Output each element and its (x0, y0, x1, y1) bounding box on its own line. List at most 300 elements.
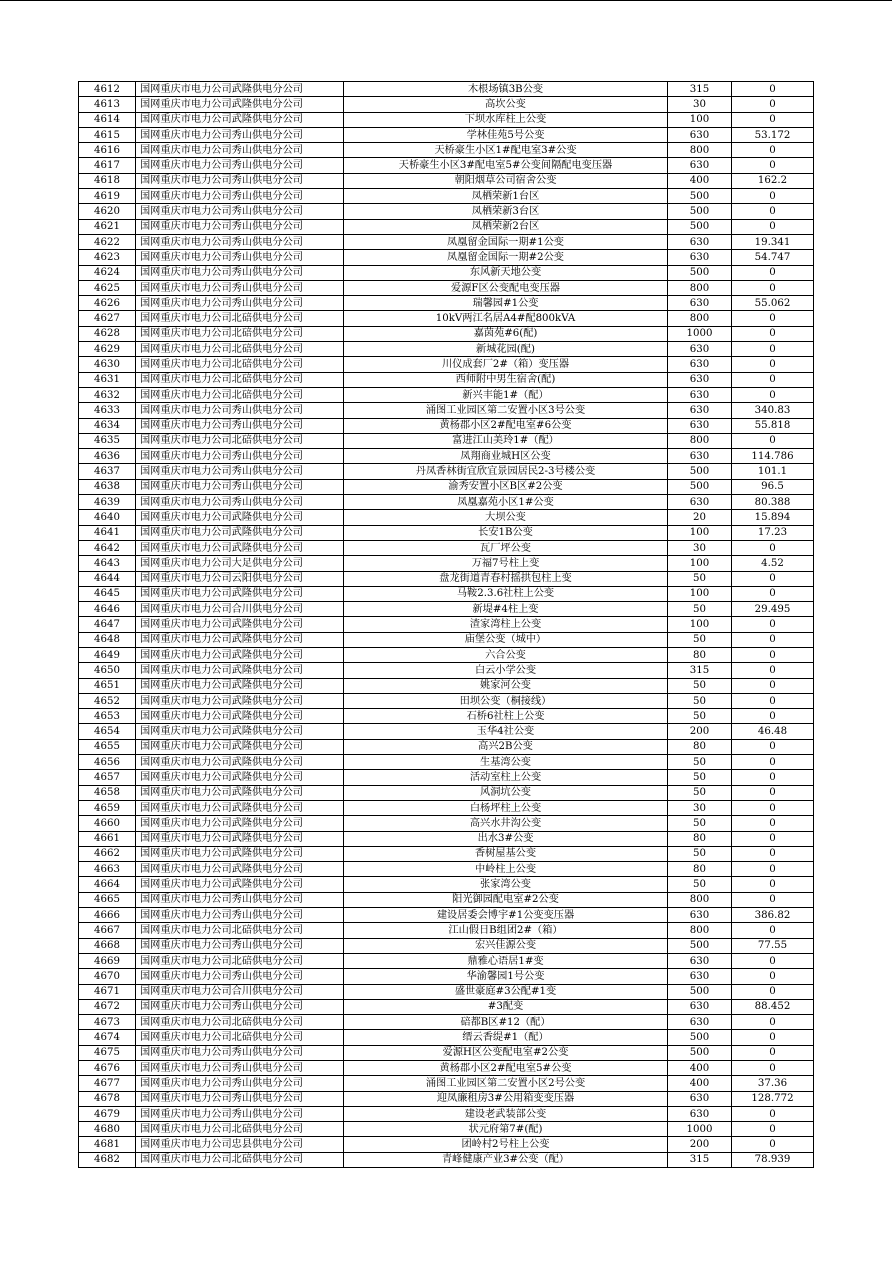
company-cell: 国网重庆市电力公司武隆供电分公司 (136, 663, 344, 678)
capacity-cell: 50 (668, 877, 732, 892)
capacity-cell: 630 (668, 449, 732, 464)
capacity-cell: 1000 (668, 326, 732, 341)
company-cell: 国网重庆市电力公司武隆供电分公司 (136, 97, 344, 112)
capacity-cell: 800 (668, 923, 732, 938)
transformer-name-cell: 凤翔商业城H区公变 (344, 449, 668, 464)
transformer-name-cell: 石桥6社柱上公变 (344, 709, 668, 724)
transformer-name-cell: 高兴水井沟公变 (344, 816, 668, 831)
transformer-name-cell: 盘龙街道青春村摇拱包柱上变 (344, 571, 668, 586)
company-cell: 国网重庆市电力公司秀山供电分公司 (136, 938, 344, 953)
table-row (79, 158, 814, 173)
table-row (79, 219, 814, 234)
transformer-name-cell: 爱源H区公变配电室#2公变 (344, 1045, 668, 1060)
table-row (79, 189, 814, 204)
value-cell: 0 (732, 632, 814, 647)
table-row (79, 342, 814, 357)
table-row (79, 479, 814, 494)
row-index-cell: 4615 (79, 127, 136, 142)
table-row (79, 510, 814, 525)
row-index-cell: 4639 (79, 495, 136, 510)
row-index-cell: 4617 (79, 158, 136, 173)
transformer-name-cell: 学林佳苑5号公变 (344, 127, 668, 142)
capacity-cell: 500 (668, 984, 732, 999)
page-top-border (0, 0, 892, 1)
transformer-name-cell: 新堤#4柱上变 (344, 602, 668, 617)
row-index-cell: 4626 (79, 296, 136, 311)
company-cell: 国网重庆市电力公司合川供电分公司 (136, 602, 344, 617)
transformer-name-cell: 华渝馨园1号公变 (344, 969, 668, 984)
capacity-cell: 100 (668, 112, 732, 127)
transformer-name-cell: 盛世豪庭#3公配#1变 (344, 984, 668, 999)
company-cell: 国网重庆市电力公司北碚供电分公司 (136, 372, 344, 387)
transformer-name-cell: 新城花园(配) (344, 342, 668, 357)
row-index-cell: 4634 (79, 418, 136, 433)
value-cell: 0 (732, 739, 814, 754)
table-row (79, 449, 814, 464)
company-cell: 国网重庆市电力公司秀山供电分公司 (136, 999, 344, 1014)
value-cell: 77.55 (732, 938, 814, 953)
table-row (79, 877, 814, 892)
company-cell: 国网重庆市电力公司武隆供电分公司 (136, 770, 344, 785)
capacity-cell: 50 (668, 571, 732, 586)
capacity-cell: 20 (668, 510, 732, 525)
value-cell: 0 (732, 143, 814, 158)
table-row (79, 770, 814, 785)
row-index-cell: 4629 (79, 342, 136, 357)
value-cell: 88.452 (732, 999, 814, 1014)
transformer-name-cell: 玉华4社公变 (344, 724, 668, 739)
value-cell: 0 (732, 709, 814, 724)
transformer-name-cell: 黄杨郡小区2#配电室#6公变 (344, 418, 668, 433)
transformer-name-cell: 宏兴佳源公变 (344, 938, 668, 953)
transformer-name-cell: 川仪成套厂2#（箱）变压器 (344, 357, 668, 372)
transformer-name-cell: 渝秀安置小区B区#2公变 (344, 479, 668, 494)
row-index-cell: 4657 (79, 770, 136, 785)
transformer-name-cell: 凤栖荣新3台区 (344, 204, 668, 219)
transformer-name-cell: 生基湾公变 (344, 755, 668, 770)
company-cell: 国网重庆市电力公司武隆供电分公司 (136, 647, 344, 662)
transformer-name-cell: 田坝公变（桐接线） (344, 693, 668, 708)
company-cell: 国网重庆市电力公司秀山供电分公司 (136, 403, 344, 418)
table-row (79, 908, 814, 923)
capacity-cell: 630 (668, 495, 732, 510)
transformer-name-cell: 香树屋基公变 (344, 846, 668, 861)
capacity-cell: 100 (668, 556, 732, 571)
capacity-cell: 500 (668, 189, 732, 204)
value-cell: 0 (732, 969, 814, 984)
table-row (79, 234, 814, 249)
table-row (79, 969, 814, 984)
capacity-cell: 315 (668, 82, 732, 97)
value-cell: 0 (732, 693, 814, 708)
company-cell: 国网重庆市电力公司合川供电分公司 (136, 984, 344, 999)
capacity-cell: 100 (668, 617, 732, 632)
value-cell: 55.062 (732, 296, 814, 311)
table-row (79, 1061, 814, 1076)
company-cell: 国网重庆市电力公司北碚供电分公司 (136, 357, 344, 372)
row-index-cell: 4675 (79, 1045, 136, 1060)
company-cell: 国网重庆市电力公司秀山供电分公司 (136, 219, 344, 234)
capacity-cell: 50 (668, 693, 732, 708)
table-row (79, 1045, 814, 1060)
capacity-cell: 630 (668, 296, 732, 311)
table-row (79, 112, 814, 127)
value-cell: 162.2 (732, 173, 814, 188)
company-cell: 国网重庆市电力公司秀山供电分公司 (136, 204, 344, 219)
table-row (79, 586, 814, 601)
company-cell: 国网重庆市电力公司秀山供电分公司 (136, 1045, 344, 1060)
transformer-name-cell: 瓦厂坪公变 (344, 540, 668, 555)
table-row (79, 418, 814, 433)
table-row (79, 250, 814, 265)
value-cell: 4.52 (732, 556, 814, 571)
capacity-cell: 800 (668, 433, 732, 448)
value-cell: 0 (732, 755, 814, 770)
row-index-cell: 4624 (79, 265, 136, 280)
row-index-cell: 4666 (79, 908, 136, 923)
company-cell: 国网重庆市电力公司武隆供电分公司 (136, 831, 344, 846)
company-cell: 国网重庆市电力公司武隆供电分公司 (136, 846, 344, 861)
value-cell: 0 (732, 831, 814, 846)
transformer-name-cell: 六合公变 (344, 647, 668, 662)
row-index-cell: 4676 (79, 1061, 136, 1076)
row-index-cell: 4642 (79, 540, 136, 555)
capacity-cell: 100 (668, 586, 732, 601)
table-row (79, 433, 814, 448)
transformer-name-cell: 活动室柱上公变 (344, 770, 668, 785)
value-cell: 0 (732, 265, 814, 280)
table-row (79, 387, 814, 402)
transformer-name-cell: 张家湾公变 (344, 877, 668, 892)
company-cell: 国网重庆市电力公司武隆供电分公司 (136, 877, 344, 892)
value-cell: 0 (732, 923, 814, 938)
row-index-cell: 4656 (79, 755, 136, 770)
row-index-cell: 4625 (79, 280, 136, 295)
transformer-name-cell: 涌图工业园区第二安置小区3号公变 (344, 403, 668, 418)
value-cell: 0 (732, 816, 814, 831)
row-index-cell: 4627 (79, 311, 136, 326)
value-cell: 0 (732, 204, 814, 219)
row-index-cell: 4649 (79, 647, 136, 662)
row-index-cell: 4662 (79, 846, 136, 861)
table-row (79, 602, 814, 617)
table-row (79, 755, 814, 770)
capacity-cell: 630 (668, 1106, 732, 1121)
value-cell: 19.341 (732, 234, 814, 249)
transformer-name-cell: 下坝水库柱上公变 (344, 112, 668, 127)
value-cell: 0 (732, 770, 814, 785)
company-cell: 国网重庆市电力公司秀山供电分公司 (136, 479, 344, 494)
capacity-cell: 630 (668, 418, 732, 433)
value-cell: 0 (732, 1122, 814, 1137)
table-row (79, 785, 814, 800)
company-cell: 国网重庆市电力公司秀山供电分公司 (136, 1076, 344, 1091)
capacity-cell: 500 (668, 265, 732, 280)
transformer-name-cell: 黄杨郡小区2#配电室5#公变 (344, 1061, 668, 1076)
capacity-cell: 400 (668, 1076, 732, 1091)
transformer-name-cell: 江山假日B组团2#（箱） (344, 923, 668, 938)
row-index-cell: 4613 (79, 97, 136, 112)
table-row (79, 1030, 814, 1045)
capacity-cell: 500 (668, 219, 732, 234)
capacity-cell: 200 (668, 724, 732, 739)
company-cell: 国网重庆市电力公司北碚供电分公司 (136, 326, 344, 341)
capacity-cell: 800 (668, 892, 732, 907)
transformer-name-cell: 建设老武装部公变 (344, 1106, 668, 1121)
company-cell: 国网重庆市电力公司武隆供电分公司 (136, 739, 344, 754)
company-cell: 国网重庆市电力公司武隆供电分公司 (136, 510, 344, 525)
value-cell: 0 (732, 311, 814, 326)
value-cell: 0 (732, 877, 814, 892)
transformer-name-cell: 朝阳烟草公司宿舍公变 (344, 173, 668, 188)
company-cell: 国网重庆市电力公司大足供电分公司 (136, 556, 344, 571)
row-index-cell: 4668 (79, 938, 136, 953)
row-index-cell: 4620 (79, 204, 136, 219)
value-cell: 0 (732, 1106, 814, 1121)
capacity-cell: 630 (668, 969, 732, 984)
row-index-cell: 4628 (79, 326, 136, 341)
capacity-cell: 400 (668, 173, 732, 188)
company-cell: 国网重庆市电力公司秀山供电分公司 (136, 449, 344, 464)
transformer-name-cell: 凤凰留金国际一期#1公变 (344, 234, 668, 249)
value-cell: 0 (732, 953, 814, 968)
transformer-name-cell: 青峰健康产业3#公变（配） (344, 1152, 668, 1167)
transformer-name-cell: 状元府第7#(配) (344, 1122, 668, 1137)
transformer-name-cell: 丹凤香林街宜欣宜景园居民2-3号楼公变 (344, 464, 668, 479)
value-cell: 0 (732, 647, 814, 662)
table-row (79, 663, 814, 678)
transformer-name-cell: 出水3#公变 (344, 831, 668, 846)
row-index-cell: 4647 (79, 617, 136, 632)
value-cell: 0 (732, 617, 814, 632)
value-cell: 0 (732, 984, 814, 999)
table-row (79, 311, 814, 326)
value-cell: 0 (732, 862, 814, 877)
table-row (79, 403, 814, 418)
company-cell: 国网重庆市电力公司武隆供电分公司 (136, 540, 344, 555)
capacity-cell: 50 (668, 632, 732, 647)
value-cell: 0 (732, 387, 814, 402)
transformer-name-cell: 爱源F区公变配电变压器 (344, 280, 668, 295)
company-cell: 国网重庆市电力公司武隆供电分公司 (136, 112, 344, 127)
row-index-cell: 4644 (79, 571, 136, 586)
capacity-cell: 630 (668, 158, 732, 173)
capacity-cell: 50 (668, 816, 732, 831)
company-cell: 国网重庆市电力公司云阳供电分公司 (136, 571, 344, 586)
row-index-cell: 4640 (79, 510, 136, 525)
company-cell: 国网重庆市电力公司北碚供电分公司 (136, 953, 344, 968)
row-index-cell: 4630 (79, 357, 136, 372)
capacity-cell: 100 (668, 525, 732, 540)
value-cell: 0 (732, 1030, 814, 1045)
table-row (79, 693, 814, 708)
company-cell: 国网重庆市电力公司秀山供电分公司 (136, 464, 344, 479)
row-index-cell: 4622 (79, 234, 136, 249)
table-row (79, 1122, 814, 1137)
table-row (79, 846, 814, 861)
row-index-cell: 4653 (79, 709, 136, 724)
company-cell: 国网重庆市电力公司秀山供电分公司 (136, 1106, 344, 1121)
transformer-name-cell: 凤栖荣新2台区 (344, 219, 668, 234)
transformer-name-cell: 白云小学公变 (344, 663, 668, 678)
value-cell: 0 (732, 357, 814, 372)
capacity-cell: 630 (668, 357, 732, 372)
value-cell: 0 (732, 571, 814, 586)
capacity-cell: 50 (668, 678, 732, 693)
table-row (79, 984, 814, 999)
capacity-cell: 50 (668, 770, 732, 785)
table-row (79, 1137, 814, 1152)
capacity-cell: 630 (668, 250, 732, 265)
value-cell: 0 (732, 280, 814, 295)
value-cell: 0 (732, 342, 814, 357)
value-cell: 0 (732, 82, 814, 97)
value-cell: 0 (732, 433, 814, 448)
row-index-cell: 4682 (79, 1152, 136, 1167)
transformer-name-cell: 庙堡公变（城中） (344, 632, 668, 647)
table-row (79, 464, 814, 479)
value-cell: 78.939 (732, 1152, 814, 1167)
capacity-cell: 630 (668, 403, 732, 418)
table-body (79, 82, 814, 1168)
table-row (79, 1015, 814, 1030)
transformer-name-cell: 风洞坑公变 (344, 785, 668, 800)
capacity-cell: 630 (668, 999, 732, 1014)
capacity-cell: 50 (668, 709, 732, 724)
table-row (79, 1091, 814, 1106)
company-cell: 国网重庆市电力公司武隆供电分公司 (136, 785, 344, 800)
value-cell: 0 (732, 892, 814, 907)
row-index-cell: 4646 (79, 602, 136, 617)
value-cell: 55.818 (732, 418, 814, 433)
capacity-cell: 630 (668, 234, 732, 249)
capacity-cell: 1000 (668, 1122, 732, 1137)
row-index-cell: 4677 (79, 1076, 136, 1091)
capacity-cell: 50 (668, 846, 732, 861)
table-row (79, 831, 814, 846)
capacity-cell: 50 (668, 602, 732, 617)
company-cell: 国网重庆市电力公司秀山供电分公司 (136, 495, 344, 510)
company-cell: 国网重庆市电力公司北碚供电分公司 (136, 1152, 344, 1167)
capacity-cell: 800 (668, 311, 732, 326)
company-cell: 国网重庆市电力公司武隆供电分公司 (136, 632, 344, 647)
value-cell: 114.786 (732, 449, 814, 464)
value-cell: 0 (732, 846, 814, 861)
capacity-cell: 30 (668, 800, 732, 815)
table-row (79, 892, 814, 907)
capacity-cell: 400 (668, 1061, 732, 1076)
company-cell: 国网重庆市电力公司忠县供电分公司 (136, 1137, 344, 1152)
value-cell: 0 (732, 678, 814, 693)
transformer-name-cell: 姚家河公变 (344, 678, 668, 693)
value-cell: 0 (732, 785, 814, 800)
capacity-cell: 500 (668, 464, 732, 479)
company-cell: 国网重庆市电力公司武隆供电分公司 (136, 693, 344, 708)
table-row (79, 800, 814, 815)
row-index-cell: 4664 (79, 877, 136, 892)
table-row (79, 678, 814, 693)
row-index-cell: 4637 (79, 464, 136, 479)
transformer-name-cell: 西师附中男生宿舍(配) (344, 372, 668, 387)
capacity-cell: 630 (668, 908, 732, 923)
transformer-name-cell: 木根场镇3B公变 (344, 82, 668, 97)
value-cell: 128.772 (732, 1091, 814, 1106)
table-row (79, 127, 814, 142)
company-cell: 国网重庆市电力公司秀山供电分公司 (136, 418, 344, 433)
value-cell: 0 (732, 372, 814, 387)
transformer-name-cell: 东风新天地公变 (344, 265, 668, 280)
table-row (79, 571, 814, 586)
value-cell: 0 (732, 158, 814, 173)
row-index-cell: 4623 (79, 250, 136, 265)
row-index-cell: 4672 (79, 999, 136, 1014)
table-row (79, 862, 814, 877)
capacity-cell: 630 (668, 127, 732, 142)
row-index-cell: 4633 (79, 403, 136, 418)
table-row (79, 525, 814, 540)
company-cell: 国网重庆市电力公司武隆供电分公司 (136, 862, 344, 877)
transformer-table (78, 81, 814, 1168)
row-index-cell: 4641 (79, 525, 136, 540)
row-index-cell: 4612 (79, 82, 136, 97)
company-cell: 国网重庆市电力公司秀山供电分公司 (136, 189, 344, 204)
table-row (79, 923, 814, 938)
transformer-name-cell: 团岭村2号柱上公变 (344, 1137, 668, 1152)
value-cell: 0 (732, 1061, 814, 1076)
table-row (79, 999, 814, 1014)
capacity-cell: 80 (668, 647, 732, 662)
table-row (79, 204, 814, 219)
row-index-cell: 4670 (79, 969, 136, 984)
value-cell: 0 (732, 540, 814, 555)
value-cell: 0 (732, 189, 814, 204)
table-row (79, 173, 814, 188)
table-row (79, 296, 814, 311)
transformer-name-cell: 新兴丰能1#（配） (344, 387, 668, 402)
capacity-cell: 200 (668, 1137, 732, 1152)
transformer-name-cell: 瑞馨园#1公变 (344, 296, 668, 311)
capacity-cell: 30 (668, 97, 732, 112)
row-index-cell: 4661 (79, 831, 136, 846)
capacity-cell: 50 (668, 785, 732, 800)
value-cell: 101.1 (732, 464, 814, 479)
row-index-cell: 4679 (79, 1106, 136, 1121)
company-cell: 国网重庆市电力公司秀山供电分公司 (136, 143, 344, 158)
table-row (79, 617, 814, 632)
table-row (79, 1106, 814, 1121)
transformer-name-cell: 天桥豪生小区1#配电室3#公变 (344, 143, 668, 158)
row-index-cell: 4619 (79, 189, 136, 204)
capacity-cell: 630 (668, 953, 732, 968)
row-index-cell: 4636 (79, 449, 136, 464)
row-index-cell: 4654 (79, 724, 136, 739)
row-index-cell: 4671 (79, 984, 136, 999)
company-cell: 国网重庆市电力公司秀山供电分公司 (136, 908, 344, 923)
transformer-name-cell: 涌图工业园区第二安置小区2号公变 (344, 1076, 668, 1091)
table-row (79, 724, 814, 739)
capacity-cell: 80 (668, 862, 732, 877)
row-index-cell: 4655 (79, 739, 136, 754)
table-row (79, 495, 814, 510)
table-row (79, 143, 814, 158)
company-cell: 国网重庆市电力公司秀山供电分公司 (136, 250, 344, 265)
company-cell: 国网重庆市电力公司武隆供电分公司 (136, 82, 344, 97)
transformer-name-cell: 大坝公变 (344, 510, 668, 525)
table-row (79, 632, 814, 647)
row-index-cell: 4667 (79, 923, 136, 938)
company-cell: 国网重庆市电力公司北碚供电分公司 (136, 1015, 344, 1030)
row-index-cell: 4638 (79, 479, 136, 494)
